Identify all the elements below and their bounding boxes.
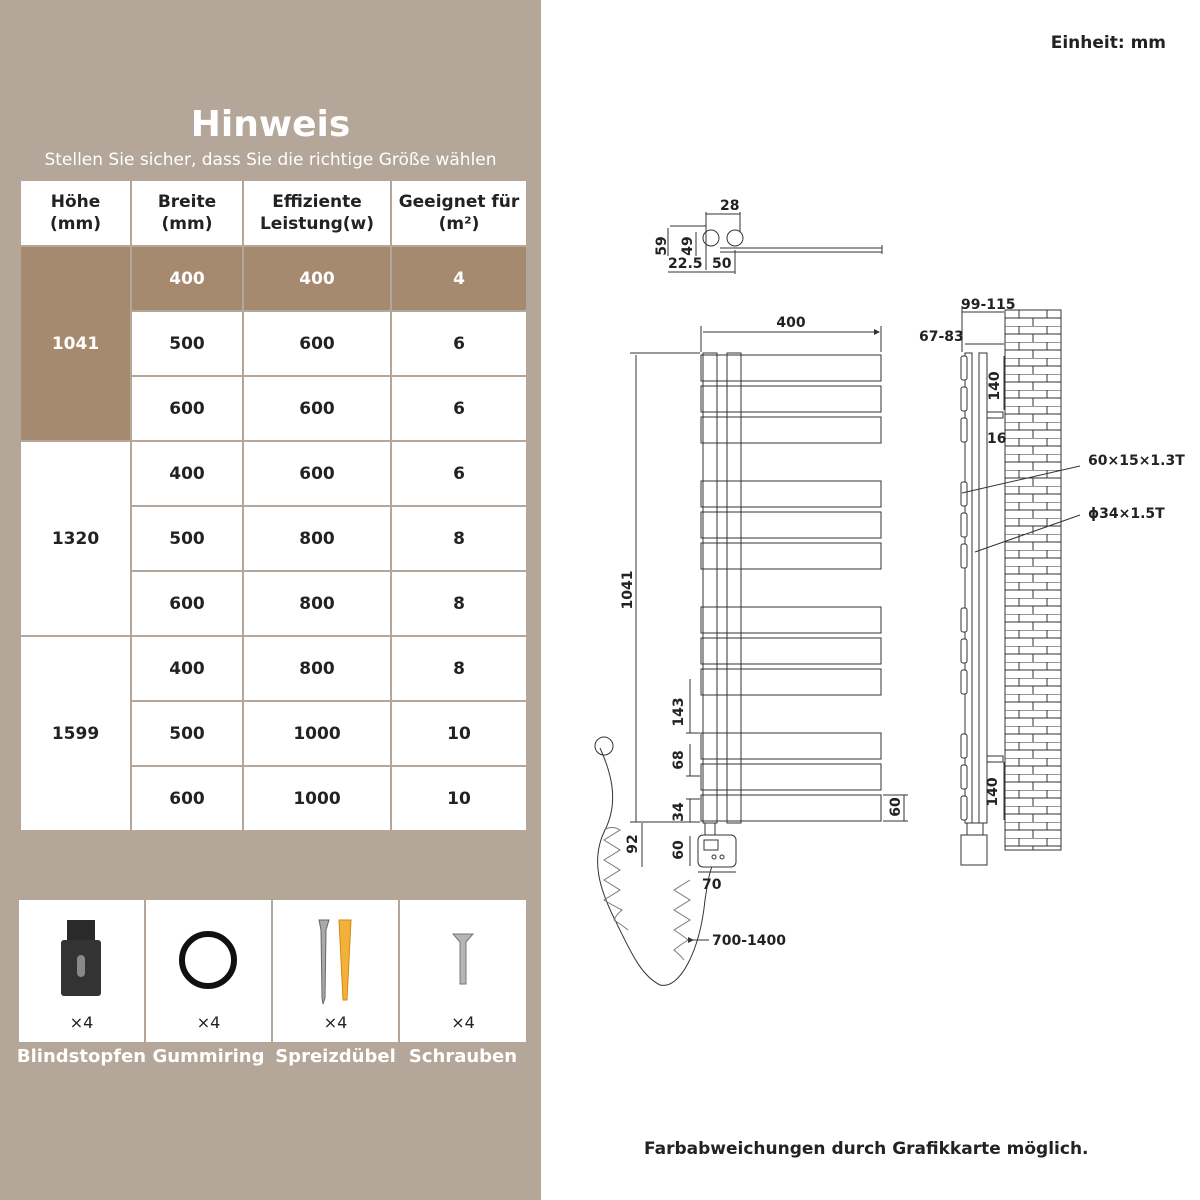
leistung-cell: 800 — [243, 506, 391, 571]
dim-wall-distance: 99-115 — [961, 297, 1016, 313]
accessory-blindstopfen — [19, 900, 144, 1042]
flaeche-cell: 6 — [391, 376, 527, 441]
accessory-label: Blindstopfen — [16, 1046, 147, 1067]
left-panel — [0, 0, 541, 1200]
blind-plug-icon — [19, 900, 144, 1000]
header-leistung: Effiziente Leistung(w) — [243, 180, 391, 246]
accessory-qty: ×4 — [69, 1013, 94, 1032]
page-title: Hinweis — [190, 104, 351, 145]
accessory-schrauben — [400, 900, 526, 1042]
flaeche-cell: 6 — [391, 311, 527, 376]
leistung-cell: 400 — [243, 246, 391, 311]
table-row — [20, 441, 527, 506]
flaeche-cell: 8 — [391, 571, 527, 636]
size-table — [19, 179, 528, 832]
profile-flat-label: 60×15×1.3T — [1088, 453, 1185, 469]
dim-50: 50 — [712, 256, 732, 272]
dim-22-5: 22.5 — [668, 256, 703, 272]
dim-16: 16 — [987, 431, 1007, 447]
profile-round-label: ϕ34×1.5T — [1088, 506, 1165, 522]
flaeche-cell: 4 — [391, 246, 527, 311]
breite-cell: 500 — [131, 311, 243, 376]
dim-68: 68 — [671, 750, 687, 770]
breite-cell: 600 — [131, 376, 243, 441]
footnote: Farbabweichungen durch Grafikkarte möglich. — [644, 1139, 1089, 1159]
header-hoehe: Höhe (mm) — [20, 180, 131, 246]
dim-28: 28 — [720, 198, 740, 214]
flaeche-cell: 10 — [391, 701, 527, 766]
dim-140-bottom: 140 — [985, 777, 1001, 807]
accessory-gummiring — [146, 900, 271, 1042]
breite-cell: 500 — [131, 701, 243, 766]
leistung-cell: 800 — [243, 636, 391, 701]
header-geeignet: Geeignet für (m²) — [391, 180, 527, 246]
dim-143: 143 — [671, 697, 687, 727]
table-header-row — [20, 180, 527, 246]
breite-cell: 400 — [131, 636, 243, 701]
dim-cable: 700-1400 — [712, 933, 786, 949]
leistung-cell: 600 — [243, 376, 391, 441]
accessory-label: Gummiring — [152, 1046, 265, 1067]
dim-92: 92 — [625, 834, 641, 854]
leistung-cell: 600 — [243, 441, 391, 506]
flaeche-cell: 6 — [391, 441, 527, 506]
screw-icon — [400, 900, 526, 1000]
accessory-label: Schrauben — [408, 1046, 518, 1067]
leistung-cell: 600 — [243, 311, 391, 376]
wall-plug-screw-icon — [273, 900, 398, 1010]
breite-cell: 600 — [131, 571, 243, 636]
technical-drawing — [541, 0, 1200, 1100]
leistung-cell: 800 — [243, 571, 391, 636]
dim-59: 59 — [654, 236, 670, 256]
dim-height-1041: 1041 — [620, 570, 636, 610]
dim-49: 49 — [680, 236, 696, 256]
accessory-qty: ×4 — [323, 1013, 348, 1032]
dim-60-heater: 60 — [671, 840, 687, 860]
accessory-spreizduebel — [273, 900, 398, 1042]
table-row — [20, 636, 527, 701]
accessory-qty: ×4 — [451, 1013, 475, 1032]
side-view — [961, 306, 1080, 865]
flaeche-cell: 8 — [391, 636, 527, 701]
leistung-cell: 1000 — [243, 766, 391, 831]
breite-cell: 400 — [131, 441, 243, 506]
accessory-label: Spreizdübel — [275, 1046, 396, 1067]
flaeche-cell: 8 — [391, 506, 527, 571]
rubber-ring-icon — [146, 900, 271, 1000]
unit-label: Einheit: mm — [1050, 33, 1166, 53]
breite-cell: 400 — [131, 246, 243, 311]
hoehe-cell: 1320 — [20, 441, 131, 636]
dim-140-top: 140 — [987, 371, 1003, 401]
accessory-qty: ×4 — [196, 1013, 221, 1032]
header-breite: Breite (mm) — [131, 180, 243, 246]
page-subtitle: Stellen Sie sicher, dass Sie die richtige Größe wählen — [44, 150, 497, 170]
hoehe-cell: 1041 — [20, 246, 131, 441]
breite-cell: 600 — [131, 766, 243, 831]
dim-60-bar: 60 — [888, 797, 904, 817]
hoehe-cell: 1599 — [20, 636, 131, 831]
dim-pipe-distance: 67-83 — [919, 329, 964, 345]
dim-70: 70 — [702, 877, 722, 893]
flaeche-cell: 10 — [391, 766, 527, 831]
dim-34: 34 — [671, 802, 687, 822]
table-row — [20, 246, 527, 311]
dim-width-400: 400 — [776, 315, 806, 331]
front-view — [595, 326, 908, 985]
leistung-cell: 1000 — [243, 701, 391, 766]
breite-cell: 500 — [131, 506, 243, 571]
